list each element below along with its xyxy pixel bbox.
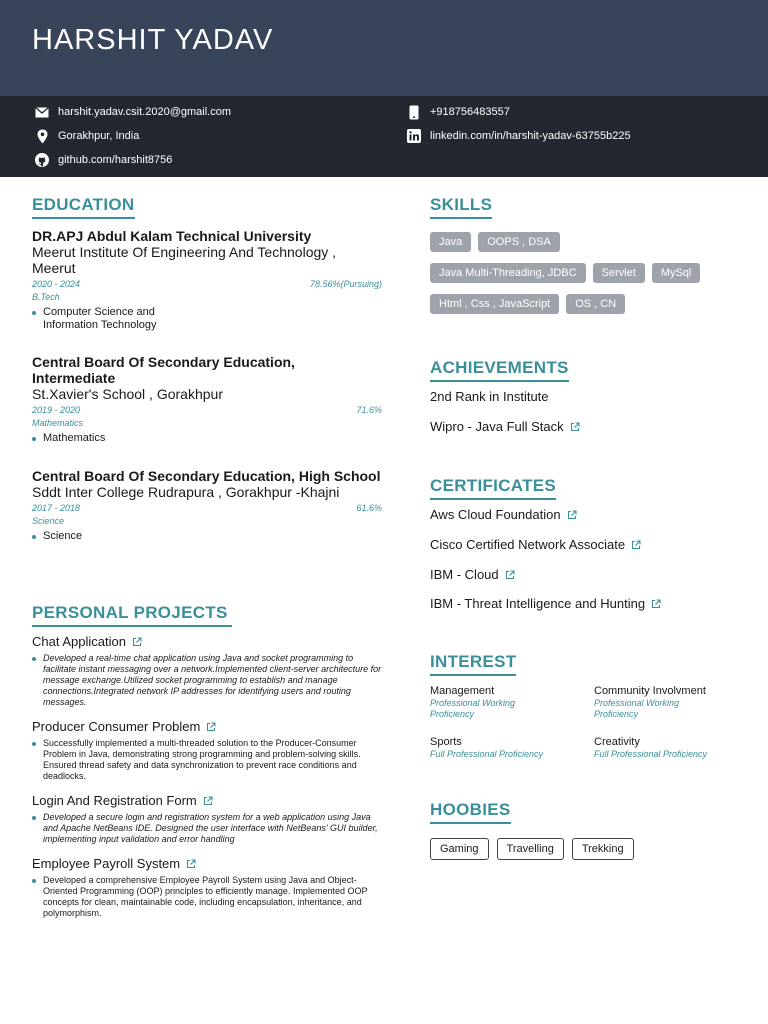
skill-chip: Java Multi-Threading, JDBC	[430, 263, 586, 283]
skill-chip: Servlet	[593, 263, 645, 283]
skills-heading: SKILLS	[430, 195, 492, 219]
hobbies-heading-wrap	[430, 800, 511, 824]
linkedin-text: linkedin.com/in/harshit-yadav-63755b225	[430, 130, 631, 142]
phone-text: +918756483557	[430, 106, 510, 118]
certificate-item	[430, 567, 515, 582]
interest-item	[594, 736, 744, 760]
external-link-icon[interactable]	[505, 570, 515, 580]
education-school: St.Xavier's School , Gorakhpur	[32, 386, 223, 402]
interest-heading-wrap	[430, 652, 516, 676]
education-school: Meerut Institute Of Engineering And Technology , Meerut	[32, 244, 337, 276]
contact-location	[34, 128, 139, 144]
education-dates: 2019 - 2020	[32, 405, 81, 415]
education-institution: Central Board Of Secondary Education, Intermediate	[32, 354, 295, 386]
contact-github[interactable]	[34, 152, 172, 168]
skill-chip: OS , CN	[566, 294, 625, 314]
education-degree: Science	[32, 516, 65, 526]
education-entry	[32, 228, 382, 332]
education-course: Science	[32, 530, 382, 543]
project-title: Producer Consumer Problem	[32, 719, 201, 734]
achievement-text: 2nd Rank in Institute	[430, 389, 549, 404]
education-grade: 71.6%	[356, 405, 382, 415]
contact-email[interactable]	[34, 104, 231, 120]
candidate-name: HARSHIT YADAV	[32, 24, 274, 56]
education-entry	[32, 468, 382, 543]
projects-heading-wrap	[32, 603, 232, 627]
project-description: Developed a real-time chat application using Java and socket programming to facilitate instant messaging over a network.Implemented client-server architecture for message exchange.Utilized socket programming to establish and manage connections.Integrated network IP addresses for identifying users and routing messages.	[32, 653, 384, 708]
education-meta	[32, 279, 382, 289]
contact-linkedin[interactable]	[406, 128, 631, 144]
education-grade: 78.56%(Pursuing)	[309, 279, 382, 289]
project-title: Chat Application	[32, 634, 126, 649]
project-item	[32, 719, 384, 782]
certificate-text: Cisco Certified Network Associate	[430, 537, 626, 552]
external-link-icon[interactable]	[186, 859, 196, 869]
resume-header	[0, 0, 768, 96]
contact-phone[interactable]	[406, 104, 510, 120]
location-text: Gorakhpur, India	[58, 130, 140, 142]
project-title: Employee Payroll System	[32, 856, 181, 871]
education-course: Computer Science and Information Technology	[32, 306, 183, 332]
achievement-item	[430, 389, 549, 404]
education-institution: DR.APJ Abdul Kalam Technical University	[32, 228, 312, 244]
achievements-heading: ACHIEVEMENTS	[430, 358, 569, 382]
hobby-chip: Gaming	[430, 838, 489, 860]
email-text: harshit.yadav.csit.2020@gmail.com	[58, 106, 231, 118]
education-dates: 2020 - 2024	[32, 279, 81, 289]
external-link-icon[interactable]	[567, 510, 577, 520]
projects-heading: PERSONAL PROJECTS	[32, 603, 232, 627]
education-school: Sddt Inter College Rudrapura , Gorakhpur -Khajni	[32, 484, 340, 500]
education-meta	[32, 503, 382, 513]
interest-level: Professional Working Proficiency	[594, 698, 680, 719]
project-item	[32, 856, 384, 919]
skills-heading-wrap	[430, 195, 492, 219]
education-meta	[32, 405, 382, 415]
education-heading-wrap	[32, 195, 135, 219]
hobbies-list	[430, 838, 634, 860]
interest-item	[594, 685, 744, 720]
external-link-icon[interactable]	[651, 599, 661, 609]
external-link-icon[interactable]	[570, 422, 580, 432]
achievements-heading-wrap	[430, 358, 569, 382]
phone-icon	[406, 104, 422, 120]
project-title: Login And Registration Form	[32, 793, 197, 808]
education-dates: 2017 - 2018	[32, 503, 81, 513]
hobby-chip: Travelling	[497, 838, 564, 860]
certificate-item	[430, 537, 641, 552]
education-degree: Mathematics	[32, 418, 84, 428]
skill-chip: Java	[430, 232, 471, 252]
location-pin-icon	[34, 128, 50, 144]
interest-heading: INTEREST	[430, 652, 516, 676]
education-degree: B.Tech	[32, 292, 60, 302]
certificate-text: Aws Cloud Foundation	[430, 507, 561, 522]
interest-level: Full Professional Proficiency	[594, 749, 708, 759]
project-description: Developed a comprehensive Employee Payroll System using Java and Object-Oriented Programming (OOP) principles to efficiently manage. Implemented OOP concepts for clean, maintainable code, including encapsulation, inheritance, and polymorphism.	[32, 875, 384, 919]
skills-list	[430, 232, 750, 325]
skill-chip: Html , Css , JavaScript	[430, 294, 559, 314]
education-course: Mathematics	[32, 432, 382, 445]
github-icon	[34, 152, 50, 168]
external-link-icon[interactable]	[132, 637, 142, 647]
certificates-heading: CERTIFICATES	[430, 476, 556, 500]
education-entry	[32, 354, 382, 445]
achievement-item	[430, 419, 580, 434]
interest-item	[430, 685, 580, 720]
achievement-text: Wipro - Java Full Stack	[430, 419, 564, 434]
interest-level: Full Professional Proficiency	[430, 749, 544, 759]
education-grade: 61.6%	[356, 503, 382, 513]
skill-chip: MySql	[652, 263, 701, 283]
linkedin-icon	[406, 128, 422, 144]
github-text: github.com/harshit8756	[58, 154, 173, 166]
certificate-item	[430, 596, 661, 611]
hobbies-heading: HOOBIES	[430, 800, 511, 824]
interest-level: Professional Working Proficiency	[430, 698, 516, 719]
certificate-text: IBM - Threat Intelligence and Hunting	[430, 596, 646, 611]
external-link-icon[interactable]	[206, 722, 216, 732]
skill-chip: OOPS , DSA	[478, 232, 560, 252]
project-item	[32, 793, 384, 845]
hobby-chip: Trekking	[572, 838, 634, 860]
external-link-icon[interactable]	[203, 796, 213, 806]
certificates-heading-wrap	[430, 476, 556, 500]
interest-item	[430, 736, 580, 760]
interest-name: Community Involvment	[594, 685, 706, 697]
contact-bar	[0, 96, 768, 177]
certificate-text: IBM - Cloud	[430, 567, 499, 582]
email-icon	[34, 104, 50, 120]
external-link-icon[interactable]	[631, 540, 641, 550]
project-description: Successfully implemented a multi-threaded solution to the Producer-Consumer Problem in Java, demonstrating strong programming and problem-solving skills. Ensured thread safety and data synchronization to prevent race conditions and deadlocks.	[32, 738, 384, 782]
project-description: Developed a secure login and registration system for a web application using Java and Apache NetBeans IDE. Designed the user interface with NetBeans' GUI builder, implementing input validation and error handling	[32, 812, 384, 845]
education-institution: Central Board Of Secondary Education, High School	[32, 468, 381, 484]
project-item	[32, 634, 384, 708]
interest-name: Sports	[430, 736, 462, 748]
certificate-item	[430, 507, 577, 522]
education-heading: EDUCATION	[32, 195, 135, 219]
interest-name: Creativity	[594, 736, 640, 748]
interest-name: Management	[430, 685, 495, 697]
